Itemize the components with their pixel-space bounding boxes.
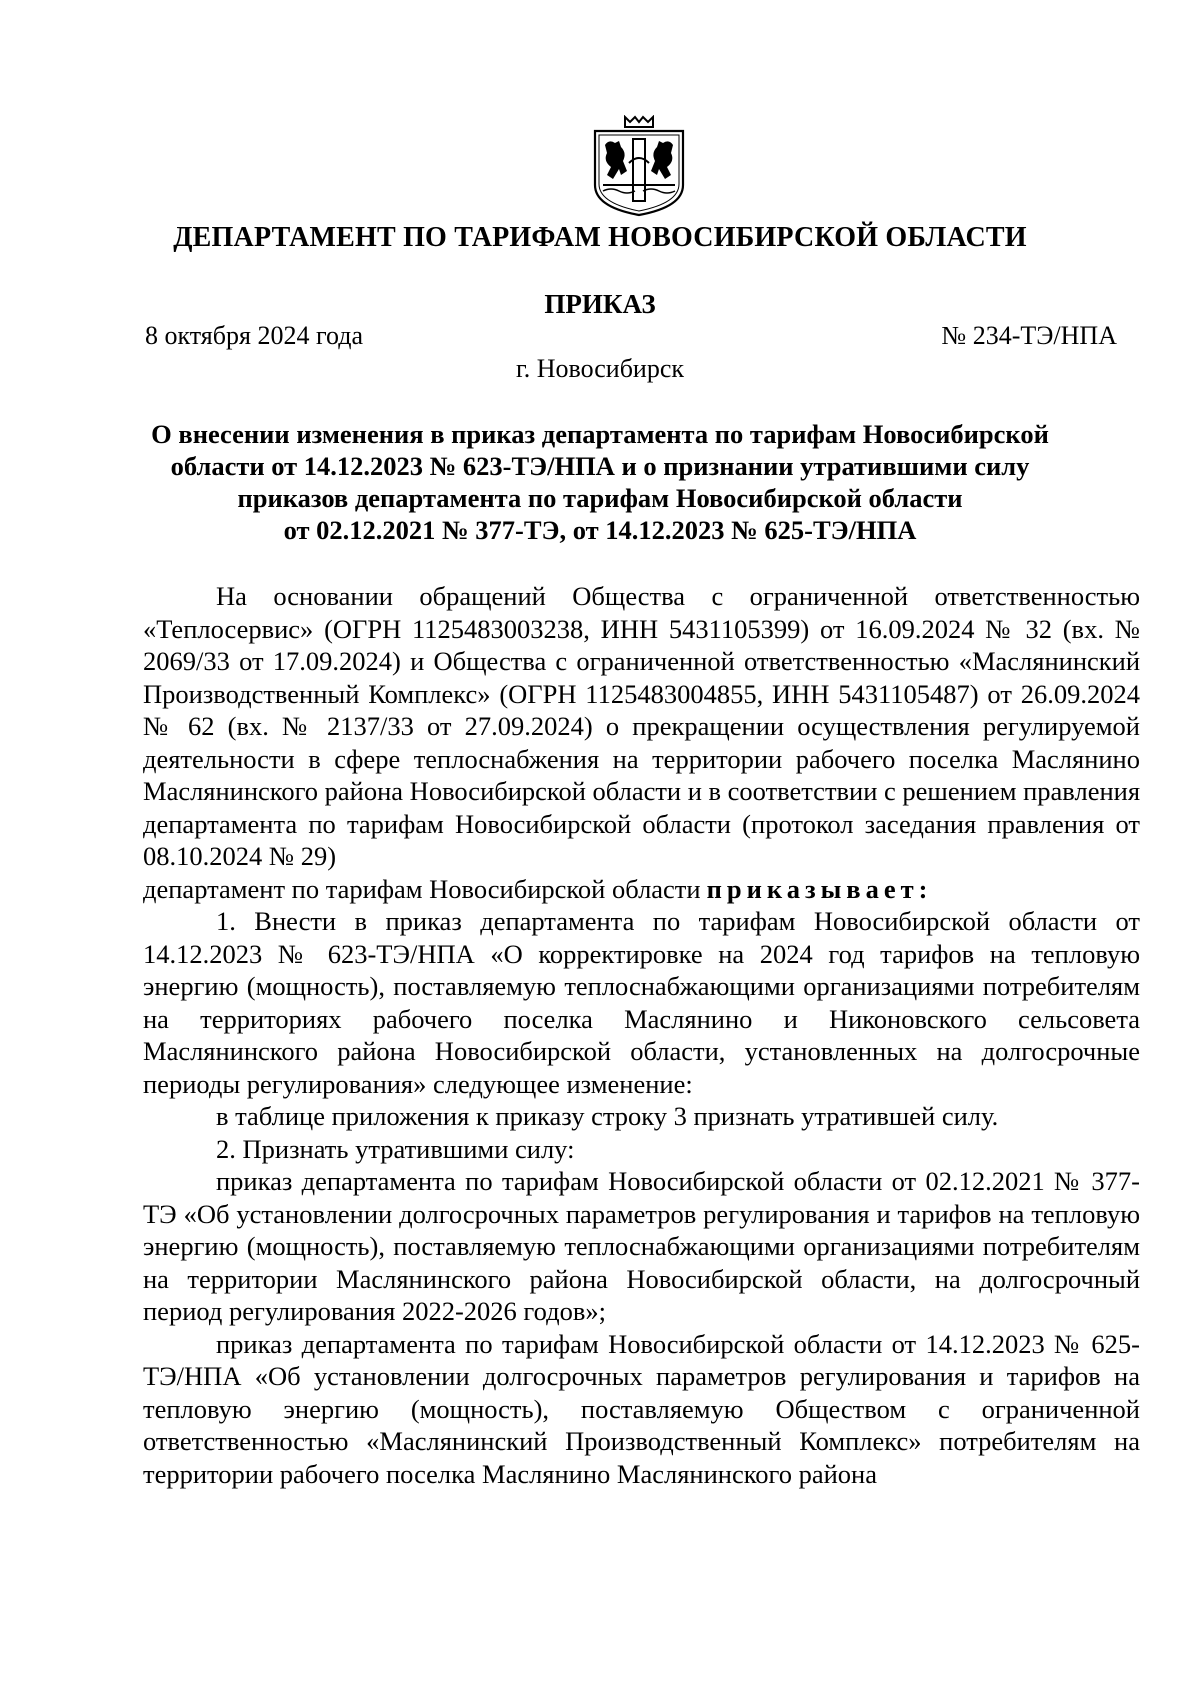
orders-prefix: департамент по тарифам Новосибирской области <box>143 873 701 904</box>
item-1-paragraph: 1. Внести в приказ департамента по тарифам Новосибирской области от 14.12.2023 № 623-ТЭ/НПА «О корректировке на 2024 год тарифов на тепловую энергию (мощность), поставляемую теплоснабжающими организациями потребителям на территориях рабочего поселка Маслянино и Никоновского сельсовета Маслянинского района Новосибирской области, установленных на долгосрочные периоды регулирования» следующее изменение: <box>143 906 1140 1099</box>
orders-paragraph <box>143 873 1140 906</box>
item-1-change-paragraph: в таблице приложения к приказу строку 3 признать утратившей силу. <box>216 1101 999 1131</box>
item-2a-paragraph: приказ департамента по тарифам Новосибирской области от 02.12.2021 № 377-ТЭ «Об установлении долгосрочных параметров регулирования и тарифов на тепловую энергию (мощность), поставляемую теплоснабжающими организациями потребителям на территории Маслянинского района Новосибирской области, на долгосрочный период регулирования 2022-2026 годов»; <box>143 1166 1140 1326</box>
department-name: ДЕПАРТАМЕНТ ПО ТАРИФАМ НОВОСИБИРСКОЙ ОБЛАСТИ <box>173 222 1027 253</box>
novosibirsk-coat-of-arms-icon <box>589 115 689 217</box>
document-type: ПРИКАЗ <box>544 289 656 319</box>
order-date: 8 октября 2024 года <box>145 321 363 350</box>
item-2b-paragraph: приказ департамента по тарифам Новосибирской области от 14.12.2023 № 625-ТЭ/НПА «Об установлении долгосрочных параметров регулирования и тарифов на тепловую энергию (мощность), поставляемую Обществом с ограниченной ответственностью «Маслянинский Производственный Комплекс» потребителям на территории рабочего поселка Маслянино Маслянинского района <box>143 1328 1140 1489</box>
item-2-paragraph: 2. Признать утратившими силу: <box>216 1133 575 1164</box>
preamble-paragraph: На основании обращений Общества с ограниченной ответственностью «Теплосервис» (ОГРН 1125483003238, ИНН 5431105399) от 16.09.2024 № 32 (вх. № 2069/33 от 17.09.2024) и Общества с ограниченной ответственностью «Маслянинский Производственный Комплекс» (ОГРН 1125483004855, ИНН 5431105487) от 26.09.2024 № 62 (вх. № 2137/33 от 27.09.2024) о прекращении осуществления регулируемой деятельности в сфере теплоснабжения на территории рабочего поселка Маслянино Маслянинского района Новосибирской области и в соответствии с решением правления департамента по тарифам Новосибирской области (протокол заседания правления от 08.10.2024 № 29) <box>143 581 1141 871</box>
orders-word: приказывает: <box>706 873 933 904</box>
order-body <box>143 580 1140 1490</box>
title-line: приказов департамента по тарифам Новосибирской области <box>237 483 963 513</box>
order-number: № 234-ТЭ/НПА <box>941 321 1117 350</box>
order-city: г. Новосибирск <box>515 354 685 383</box>
title-line: от 02.12.2021 № 377-ТЭ, от 14.12.2023 № 625-ТЭ/НПА <box>283 515 917 545</box>
title-line: О внесении изменения в приказ департамента по тарифам Новосибирской <box>151 419 1049 449</box>
title-line: области от 14.12.2023 № 623-ТЭ/НПА и о признании утратившими силу <box>170 451 1030 481</box>
order-title <box>140 418 1060 546</box>
